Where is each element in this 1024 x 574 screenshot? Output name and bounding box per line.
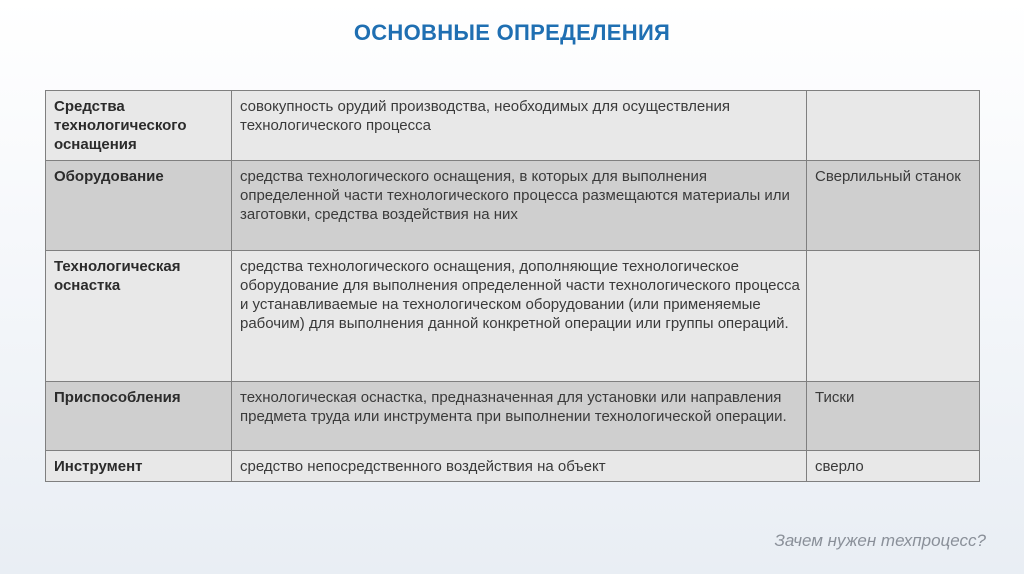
term-cell: Приспособления [46, 382, 232, 451]
table-row [46, 251, 980, 382]
example-cell [807, 91, 980, 161]
table-row [46, 451, 980, 482]
example-cell: Сверлильный станок [807, 161, 980, 251]
definition-cell: технологическая оснастка, предназначенная для установки или направления предмета труда или инструмента при выполнении технологической операции. [232, 382, 807, 451]
table-row [46, 161, 980, 251]
definition-cell: средства технологического оснащения, в которых для выполнения определенной части технологического процесса размещаются материалы или заготовки, средства воздействия на них [232, 161, 807, 251]
footer-note: Зачем нужен техпроцесс? [774, 531, 986, 550]
slide-title: ОСНОВНЫЕ ОПРЕДЕЛЕНИЯ [353, 20, 671, 45]
table-row [46, 91, 980, 161]
definitions-table [45, 90, 980, 482]
definition-cell: средство непосредственного воздействия на объект [232, 451, 807, 482]
example-cell [807, 251, 980, 382]
example-cell: сверло [807, 451, 980, 482]
definition-cell: средства технологического оснащения, дополняющие технологическое оборудование для выполнения определенной части технологического процесса и устанавливаемые на технологическом оборудовании (или применяемые рабочим) для выполнения данной конкретной операции или группы операций. [232, 251, 807, 382]
term-cell: Оборудование [46, 161, 232, 251]
definition-cell: совокупность орудий производства, необходимых для осуществления технологического процесса [232, 91, 807, 161]
table-row [46, 382, 980, 451]
example-cell: Тиски [807, 382, 980, 451]
term-cell: Инструмент [46, 451, 232, 482]
term-cell: Средства технологического оснащения [46, 91, 232, 161]
term-cell: Технологическая оснастка [46, 251, 232, 382]
